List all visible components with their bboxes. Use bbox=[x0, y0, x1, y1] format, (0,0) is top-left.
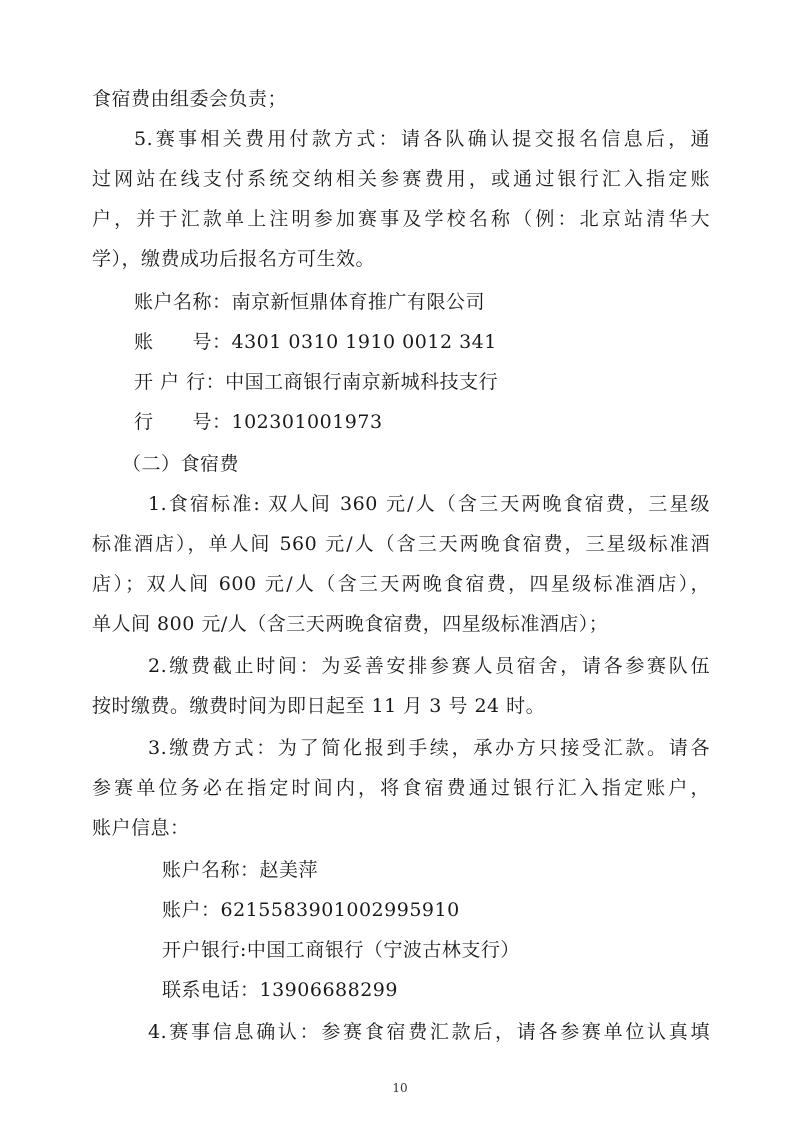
lodging-line: 标准酒店），单人间 560 元/人（含三天两晚食宿费，三星级标准酒 bbox=[92, 533, 710, 555]
item5-line: 户，并于汇款单上注明参加赛事及学校名称（例：北京站清华大 bbox=[92, 208, 710, 230]
payment-line: 参赛单位务必在指定时间内，将食宿费通过银行汇入指定账户， bbox=[92, 777, 710, 799]
account-bank: 开 户 行：中国工商银行南京新城科技支行 bbox=[134, 371, 499, 393]
deadline-line: 按时缴费。缴费时间为即日起至 11 月 3 号 24 时。 bbox=[92, 695, 546, 717]
account2-bank: 开户银行:中国工商银行（宁波古林支行） bbox=[162, 939, 520, 961]
payment-line: 账户信息： bbox=[92, 817, 190, 839]
lodging-line: 1.食宿标准: 双人间 360 元/人（含三天两晚食宿费，三星级 bbox=[148, 493, 710, 515]
item4-line: 4.赛事信息确认：参赛食宿费汇款后，请各参赛单位认真填 bbox=[148, 1021, 710, 1043]
account-name: 账户名称：南京新恒鼎体育推广有限公司 bbox=[134, 291, 486, 313]
account2-number: 账户：6215583901002995910 bbox=[162, 899, 460, 921]
item5-line: 过网站在线支付系统交纳相关参赛费用，或通过银行汇入指定账 bbox=[92, 168, 710, 190]
account2-phone: 联系电话：13906688299 bbox=[162, 979, 398, 1001]
section-heading: （二）食宿费 bbox=[122, 453, 240, 475]
lodging-line: 店）；双人间 600 元/人（含三天两晚食宿费，四星级标准酒店）， bbox=[92, 573, 710, 595]
item5-line: 学），缴费成功后报名方可生效。 bbox=[92, 248, 376, 270]
page-number: 10 bbox=[392, 1081, 408, 1095]
item5-line: 5.赛事相关费用付款方式：请各队确认提交报名信息后，通 bbox=[134, 128, 710, 150]
paragraph-line: 食宿费由组委会负责； bbox=[92, 88, 288, 110]
deadline-line: 2.缴费截止时间：为妥善安排参赛人员宿舍，请各参赛队伍 bbox=[148, 655, 710, 677]
account2-name: 账户名称：赵美萍 bbox=[162, 859, 319, 881]
lodging-line: 单人间 800 元/人（含三天两晚食宿费，四星级标准酒店）； bbox=[92, 613, 609, 635]
account-bank-code: 行 号：102301001973 bbox=[134, 411, 383, 433]
account-number: 账 号：4301 0310 1910 0012 341 bbox=[134, 331, 497, 353]
payment-line: 3.缴费方式：为了简化报到手续，承办方只接受汇款。请各 bbox=[148, 737, 710, 759]
